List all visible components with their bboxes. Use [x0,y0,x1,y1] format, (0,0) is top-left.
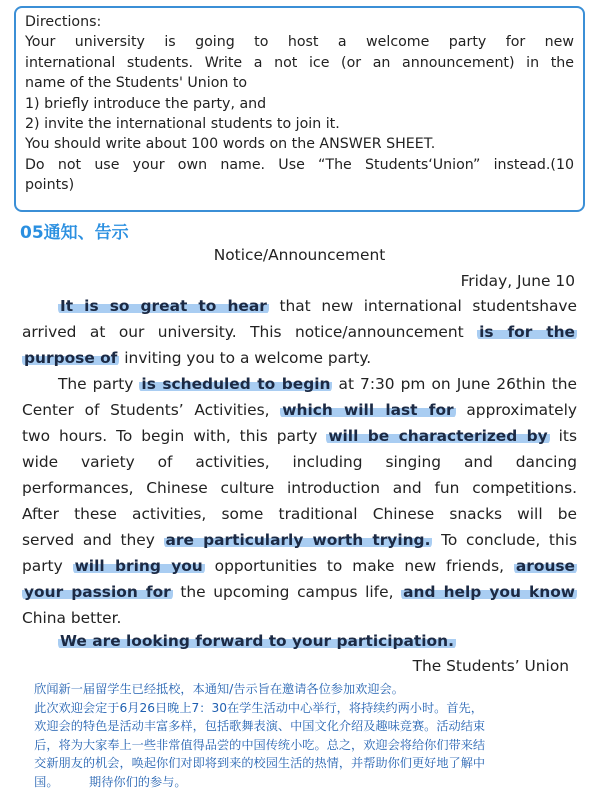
directions-heading: Directions: [25,14,102,30]
key-phrase-highlight: is scheduled to begin [141,375,331,393]
line-text: approximately [455,401,577,419]
notice-line: After these activities, some traditional Chinese snacks will be [22,505,577,523]
key-phrase-highlight: and help you know [403,583,575,601]
notice-line [22,401,577,419]
notice-line [22,349,577,367]
notice-signature: The Students’ Union [412,657,569,675]
key-phrase-highlight: are particularly worth trying. [165,531,431,549]
directions-line: name of the Students' Union to [25,75,248,92]
line-text: the upcoming campus life, [172,583,402,601]
key-phrase-highlight: arouse [515,557,575,575]
line-text: at 7:30 pm on June 26thin the [332,375,577,393]
directions-line: Do not use your own name. Use “The Students‘Union” instead.(10 [25,156,574,173]
key-phrase-highlight: It is so great to hear [60,297,267,315]
notice-line [22,583,577,601]
translation-line: 后，将为大家奉上一些非常值得品尝的中国传统小吃。总之，欢迎会将给你们带来结 [22,737,486,752]
directions-line: points) [25,177,75,194]
key-phrase-highlight: purpose of [24,349,118,367]
line-text: arrived at our university. This notice/announcement [22,323,478,341]
notice-line [22,557,577,575]
directions-line: 1) briefly introduce the party, and [25,95,267,112]
notice-line [58,632,577,650]
translation-line: 国。 期待你们的参与。 [22,774,187,789]
key-phrase-highlight: will bring you [74,557,203,575]
key-phrase-highlight: We are looking forward to your participation. [60,632,454,650]
notice-line: wide variety of activities, including singing and dancing [22,453,577,471]
line-text: Center of Students’ Activities, [22,401,281,419]
line-text: that new international studentshave [268,297,577,315]
translation-line: 此次欢迎会定于6月26日晚上7：30在学生活动中心举行，将持续约两小时。首先， [22,700,483,715]
line-text: party [22,557,73,575]
notice-date: Friday, June 10 [460,272,575,290]
key-phrase-highlight: which will last for [282,401,454,419]
directions-line: Your university is going to host a welcome party for new [25,34,574,51]
notice-line [22,531,577,549]
line-text: served and they [22,531,164,549]
key-phrase-highlight: your passion for [24,583,171,601]
key-phrase-highlight: will be characterized by [328,427,548,445]
notice-title: Notice/Announcement [213,246,386,264]
notice-line [22,323,577,341]
directions-line: You should write about 100 words on the ANSWER SHEET. [25,136,436,153]
translation-line: 交新朋友的机会，唤起你们对即将到来的校园生活的热情，并帮助你们更好地了解中 [22,756,486,770]
line-text: two hours. To begin with, this party [22,427,327,445]
section-title: 05通知、告示 [20,223,129,243]
notice-line [58,375,577,393]
line-text: The party [58,375,140,393]
key-phrase-highlight: is for the [479,323,575,341]
directions-line: international students. Write a not ice (or an announcement) in the [25,54,574,71]
notice-line [22,427,577,445]
directions-line: 2) invite the international students to join it. [25,116,340,133]
chinese-translation [22,680,582,791]
translation-line: 欢迎会的特色是活动丰富多样，包括歌舞表演、中国文化介绍及趣味竞赛。活动结束 [22,719,486,733]
notice-line: China better. [22,609,122,627]
directions-box [14,6,585,212]
notice-line: performances, Chinese culture introduction and fun competitions. [22,479,577,497]
line-text: To conclude, this [432,531,577,549]
translation-line: 欣闻新一届留学生已经抵校，本通知/告示旨在邀请各位参加欢迎会。 [22,682,404,696]
notice-line [58,297,577,315]
line-text: inviting you to a welcome party. [119,349,372,367]
line-text: its [549,427,577,445]
line-text: opportunities to make new friends, [204,557,514,575]
